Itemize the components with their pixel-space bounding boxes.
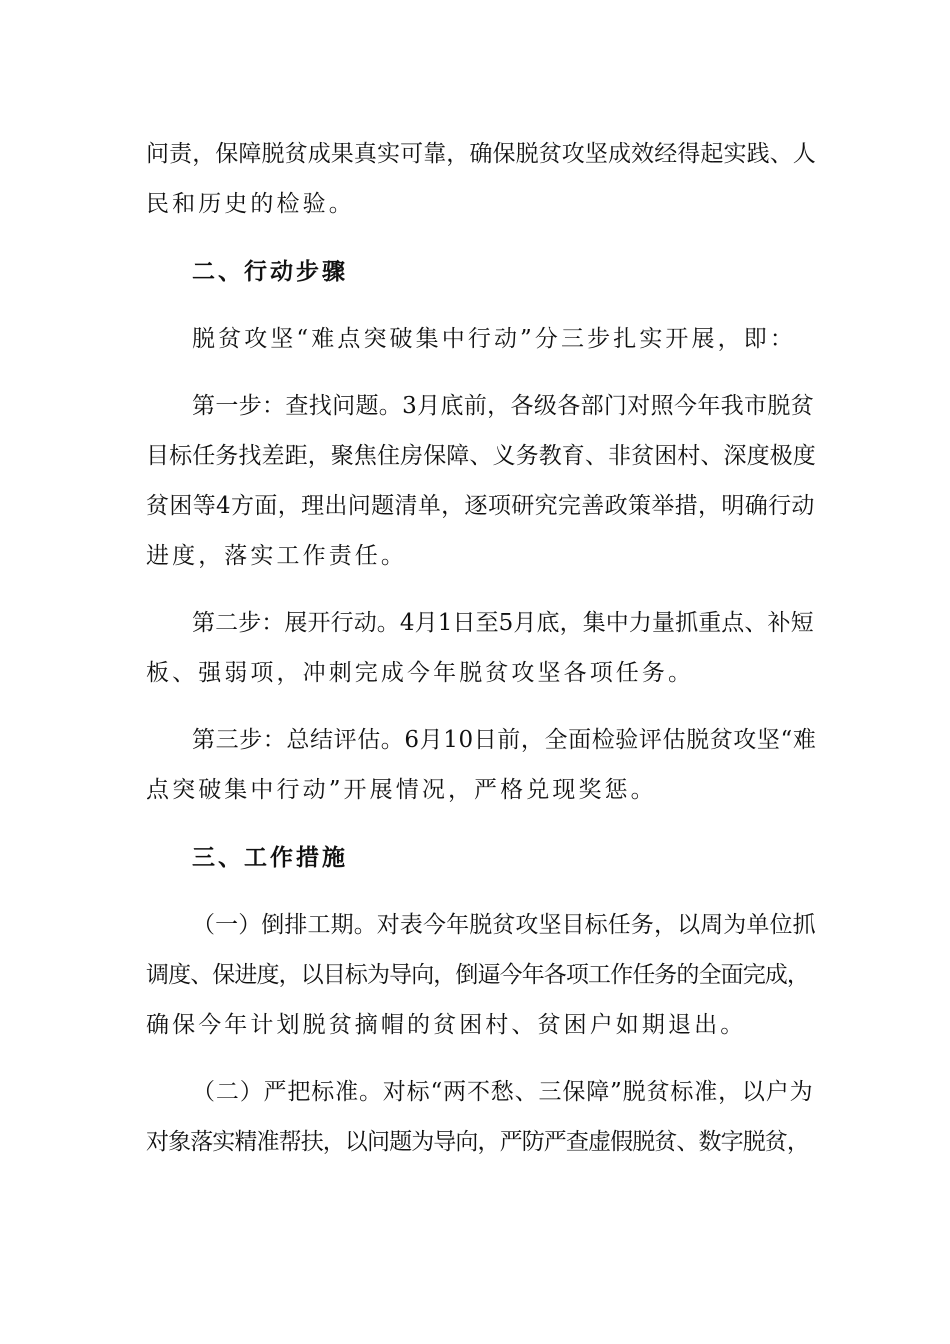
- step1-line: 第一步：查找问题。3月底前，各级各部门对照今年我市脱贫: [192, 393, 815, 419]
- section-heading-measures: 三、工作措施: [192, 845, 348, 871]
- intro-paragraph: 脱贫攻坚“难点突破集中行动”分三步扎实开展，即：: [192, 326, 796, 352]
- step1-line: 进度，落实工作责任。: [146, 543, 407, 569]
- measure2-line: 对象落实精准帮扶，以问题为导向，严防严查虚假脱贫、数字脱贫，: [146, 1129, 810, 1155]
- step3-line: 第三步：总结评估。6月10日前，全面检验评估脱贫攻坚“难: [192, 727, 817, 753]
- step1-line: 贫困等4方面，理出问题清单，逐项研究完善政策举措，明确行动: [146, 493, 815, 519]
- paragraph-line: 民和历史的检验。: [146, 191, 355, 217]
- measure1-line: （一）倒排工期。对表今年脱贫攻坚目标任务，以周为单位抓: [192, 912, 816, 938]
- section-heading-steps: 二、行动步骤: [192, 259, 348, 285]
- step3-line: 点突破集中行动”开展情况，严格兑现奖惩。: [146, 777, 657, 803]
- measure1-line: 确保今年计划脱贫摘帽的贫困村、贫困户如期退出。: [146, 1012, 747, 1038]
- step2-line: 板、强弱项，冲刺完成今年脱贫攻坚各项任务。: [146, 660, 695, 686]
- measure1-line: 调度、保进度，以目标为导向，倒逼今年各项工作任务的全面完成，: [146, 962, 810, 988]
- step2-line: 第二步：展开行动。4月1日至5月底，集中力量抓重点、补短: [192, 610, 814, 636]
- step1-line: 目标任务找差距，聚焦住房保障、义务教育、非贫困村、深度极度: [146, 443, 816, 469]
- measure2-line: （二）严把标准。对标“两不愁、三保障”脱贫标准，以户为: [192, 1079, 814, 1105]
- paragraph-line: 问责，保障脱贫成果真实可靠，确保脱贫攻坚成效经得起实践、人: [146, 141, 816, 167]
